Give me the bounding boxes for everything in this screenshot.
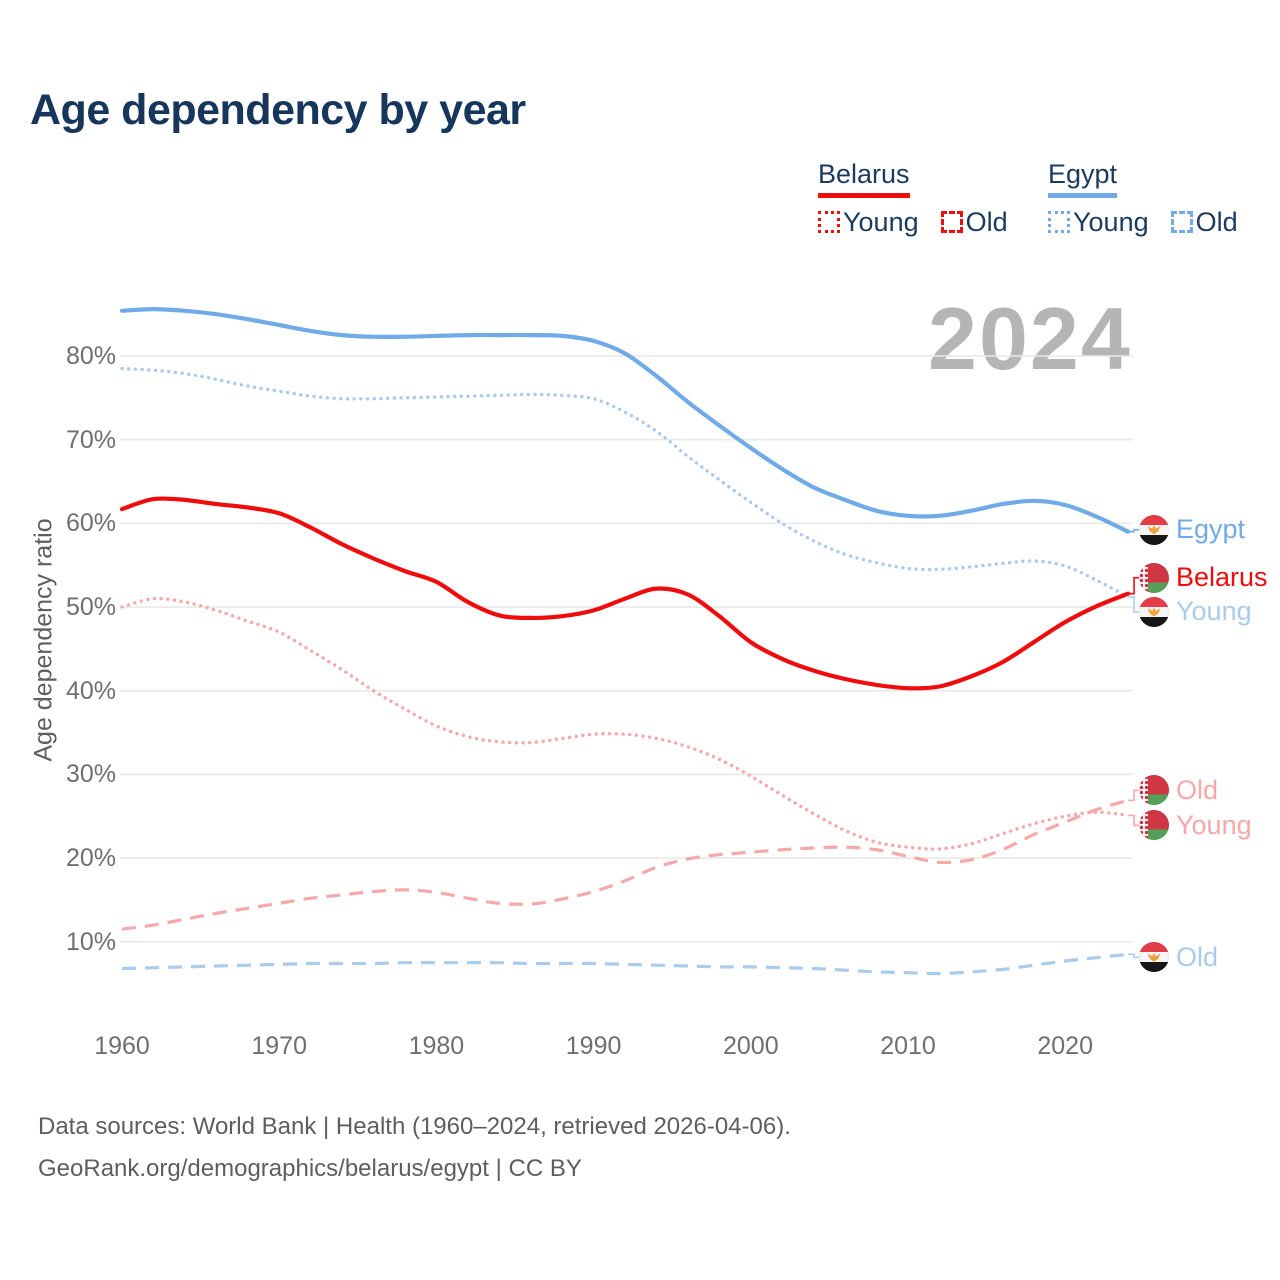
x-tick-label: 2010 [880, 1032, 936, 1060]
footer-url-line: GeoRank.org/demographics/belarus/egypt | CC BY [38, 1155, 582, 1182]
y-tick-label: 80% [65, 342, 116, 370]
series-line-belarus-old [122, 800, 1128, 929]
series-line-egypt-old [122, 954, 1128, 973]
series-line-egypt-total [122, 309, 1128, 532]
egypt-flag-icon [1139, 515, 1169, 545]
legend-item-label: Young [843, 206, 919, 237]
y-tick-label: 70% [65, 425, 116, 454]
end-label-egypt-old [1139, 941, 1218, 973]
page-title: Age dependency by year [30, 86, 526, 134]
end-label-text: Young [1176, 596, 1252, 627]
end-label-belarus-old [1139, 774, 1218, 806]
y-tick-label: 20% [65, 844, 116, 873]
end-label-text: Old [1176, 774, 1219, 805]
footer-sources-line: Data sources: World Bank | Health (1960–2024, retrieved 2026-04-06). [38, 1113, 791, 1140]
belarus-flag-icon [1139, 563, 1169, 593]
end-label-egypt-total [1139, 514, 1245, 546]
y-tick-label: 50% [65, 593, 116, 622]
end-label-text: Old [1176, 941, 1219, 972]
x-tick-label: 2020 [1037, 1032, 1093, 1060]
x-tick-label: 1960 [94, 1032, 150, 1060]
legend-country-belarus: Belarus [818, 160, 910, 198]
x-tick-label: 1980 [408, 1032, 465, 1060]
footer [38, 1106, 791, 1190]
y-tick-label: 40% [65, 676, 116, 705]
x-tick-label: 1990 [565, 1032, 622, 1060]
end-label-egypt-young [1139, 596, 1252, 628]
y-axis-title: Age dependency ratio [29, 518, 58, 762]
y-tick-label: 10% [65, 927, 116, 956]
legend-country-egypt: Egypt [1048, 160, 1117, 198]
x-tick-label: 1970 [251, 1032, 307, 1060]
series-line-egypt-young [122, 369, 1128, 597]
series-line-belarus-total [122, 498, 1128, 688]
y-tick-label: 60% [65, 509, 116, 538]
egypt-flag-icon [1139, 942, 1169, 972]
end-label-belarus-total [1139, 562, 1268, 594]
belarus-flag-icon [1139, 810, 1169, 840]
end-label-text: Belarus [1176, 562, 1268, 593]
x-tick-label: 2000 [722, 1032, 779, 1060]
egypt-flag-icon [1139, 597, 1169, 627]
legend-item-label: Young [1073, 206, 1149, 237]
end-label-belarus-young [1139, 809, 1252, 841]
end-label-text: Young [1176, 809, 1252, 840]
watermark-year: 2024 [928, 289, 1132, 388]
series-line-belarus-young [122, 598, 1128, 849]
legend-item-label: Old [1195, 206, 1238, 237]
legend-item-label: Old [965, 206, 1008, 237]
belarus-flag-icon [1139, 775, 1169, 805]
end-label-text: Egypt [1176, 514, 1246, 545]
y-tick-label: 30% [65, 760, 116, 789]
